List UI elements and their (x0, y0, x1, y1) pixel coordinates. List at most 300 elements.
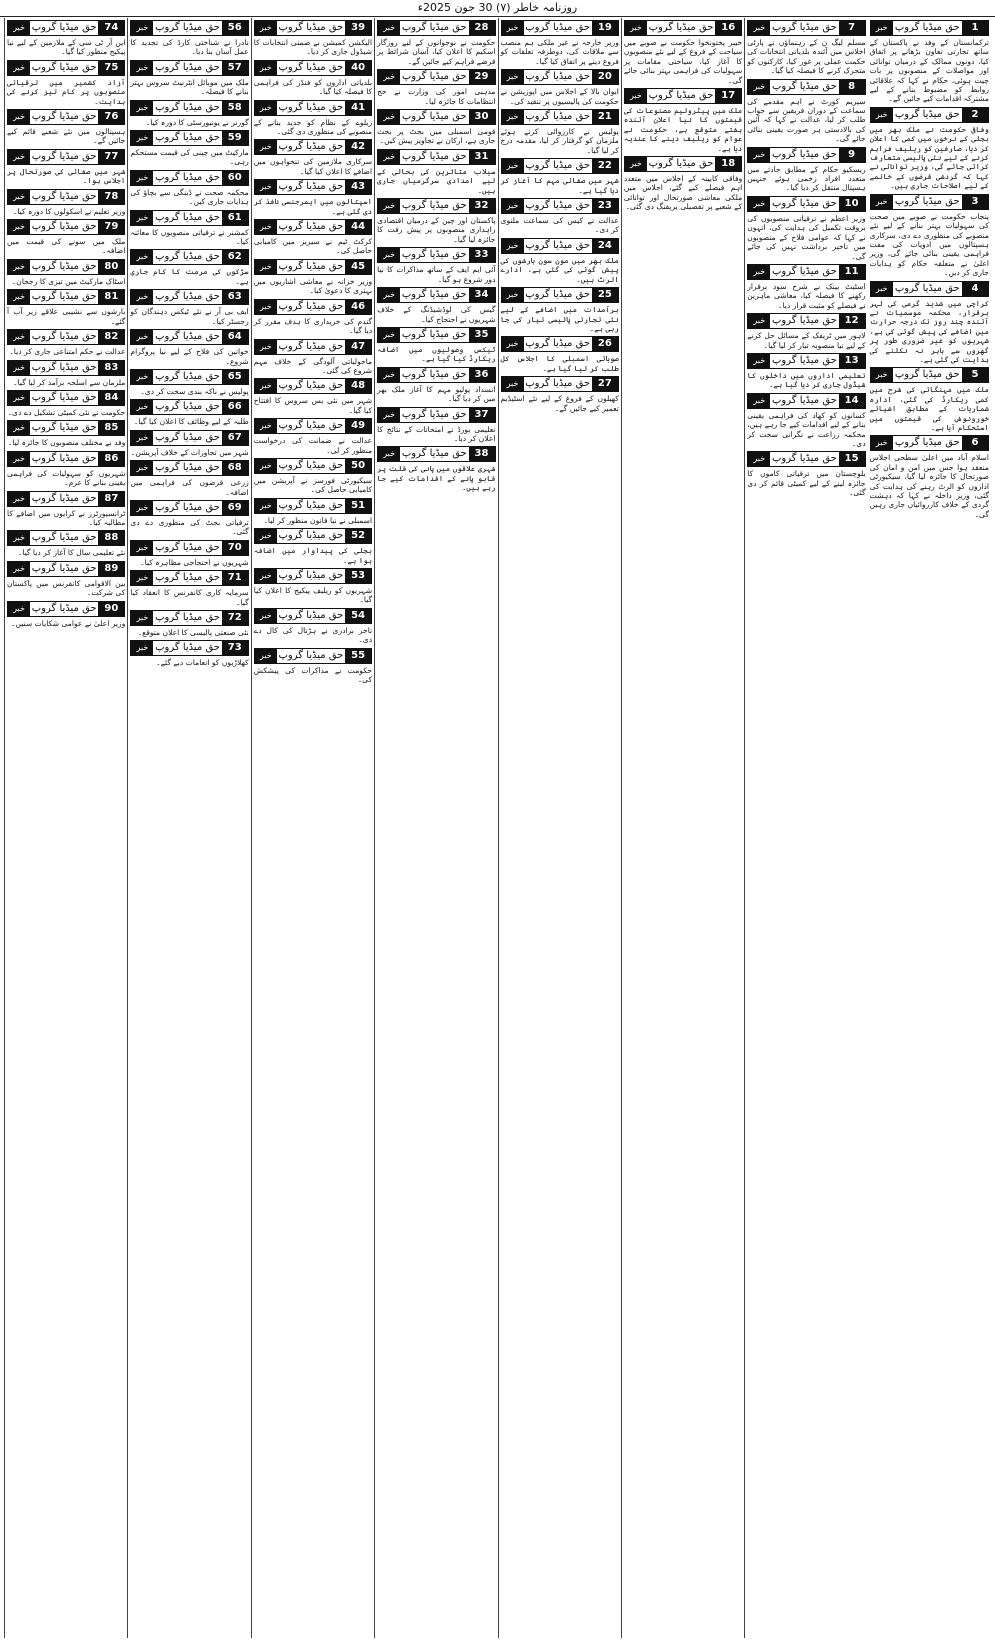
news-item (501, 336, 619, 373)
news-item (501, 198, 619, 235)
news-item-number: 36 (469, 368, 495, 382)
group-label: حق میڈیا گروپ (31, 361, 97, 373)
news-item-text: ملک میں سونے کی قیمت میں اضافہ۔ (7, 237, 126, 256)
group-label: حق میڈیا گروپ (894, 22, 960, 33)
news-item (7, 109, 125, 146)
news-item (870, 194, 989, 278)
news-item-header (747, 353, 865, 369)
news-item-header (130, 60, 248, 76)
group-label: حق میڈیا گروپ (894, 437, 960, 449)
news-item-header (501, 20, 619, 36)
news-item-header (501, 287, 619, 303)
group-label: حق میڈیا گروپ (401, 448, 467, 460)
news-item-header (501, 336, 619, 352)
news-item-number: 3 (962, 195, 988, 209)
group-label: حق میڈیا گروپ (401, 289, 467, 301)
group-label: حق میڈیا گروپ (401, 71, 467, 83)
news-badge: خبر (8, 421, 30, 435)
news-item-number: 79 (98, 220, 124, 234)
group-label: حق میڈیا گروپ (278, 260, 344, 272)
news-item-number: 15 (839, 452, 865, 466)
news-badge: خبر (131, 571, 153, 585)
news-badge: خبر (255, 499, 277, 513)
news-badge: خبر (8, 391, 30, 405)
news-badge: خبر (502, 21, 524, 35)
news-item-header (377, 287, 495, 303)
group-label: حق میڈیا گروپ (278, 141, 344, 153)
news-item-number: 18 (715, 157, 741, 171)
group-label: حق میڈیا گروپ (155, 501, 220, 513)
news-item-text: مسلم لیگ ن کے رہنماؤں نے پارٹی اجلاس میں آئندہ بلدیاتی انتخابات کی حکمت عملی پر غور کیا، کارکنوں کو متحرک کرنے کا فیصلہ کیا گیا۔ (747, 38, 866, 76)
news-item-text: عدالت نے ضمانت کی درخواست منظور کر لی۔ (253, 436, 373, 455)
news-item-text: ترقیاتی بجٹ کی منظوری دے دی گئی۔ (130, 517, 249, 537)
news-item-text: حکومت نے مذاکرات کی پیشکش کی۔ (253, 665, 373, 684)
news-item-header (377, 327, 495, 343)
news-badge: خبر (625, 157, 647, 171)
news-item (747, 196, 865, 261)
news-item (377, 20, 495, 66)
news-item (254, 219, 372, 256)
news-item-header (377, 149, 495, 165)
news-item (254, 458, 372, 495)
news-item-header (7, 20, 125, 36)
news-item-number: 78 (98, 190, 124, 204)
news-columns (4, 18, 991, 1638)
group-label: حق میڈیا گروپ (401, 150, 467, 162)
news-item-header (7, 109, 125, 125)
news-item-number: 28 (469, 21, 495, 35)
news-item-number: 85 (98, 421, 124, 435)
news-item (254, 648, 372, 685)
news-item-number: 10 (839, 197, 865, 211)
news-badge: خبر (871, 436, 893, 450)
group-label: حق میڈیا گروپ (31, 111, 97, 123)
news-item-header (254, 299, 372, 315)
news-item-text: وفد نے مختلف منصوبوں کا جائزہ لیا۔ (7, 438, 126, 448)
news-item (7, 149, 125, 186)
news-item (747, 313, 865, 350)
news-item-header (7, 360, 125, 376)
news-badge: خبر (131, 21, 153, 35)
news-item-number: 9 (839, 148, 865, 162)
news-item-number: 65 (222, 370, 248, 384)
news-item-number: 2 (962, 108, 988, 122)
news-item-header (130, 289, 248, 305)
news-item (7, 329, 125, 356)
news-badge: خبر (378, 408, 400, 422)
group-label: حق میڈیا گروپ (278, 649, 344, 661)
news-item-header (130, 130, 248, 146)
news-item (377, 446, 495, 492)
news-item-number: 82 (98, 330, 124, 344)
news-badge: خبر (8, 492, 30, 506)
news-item (254, 259, 372, 296)
news-badge: خبر (8, 562, 30, 576)
news-badge: خبر (378, 199, 400, 213)
news-badge: خبر (131, 101, 153, 115)
group-label: حق میڈیا گروپ (525, 289, 591, 301)
news-badge: خبر (378, 447, 400, 461)
news-item-header (7, 149, 125, 165)
group-label: حق میڈیا گروپ (155, 431, 220, 443)
news-item-header (130, 500, 248, 516)
news-item-header (130, 399, 248, 415)
news-item-header (501, 69, 619, 85)
news-item-header (624, 20, 742, 36)
news-badge: خبر (748, 452, 770, 466)
news-item-number: 49 (345, 419, 371, 433)
news-item-text: نادرا نے شناختی کارڈ کی تجدید کا عمل آسان بنا دیا۔ (130, 38, 249, 57)
news-item-number: 14 (839, 394, 865, 408)
news-badge: خبر (378, 70, 400, 84)
news-item (501, 158, 619, 195)
news-item (747, 20, 865, 76)
news-badge: خبر (748, 197, 770, 211)
news-column (127, 18, 250, 1638)
news-item (747, 353, 865, 390)
group-label: حق میڈیا گروپ (155, 61, 220, 73)
news-item-text: اسلام آباد میں اعلیٰ سطحی اجلاس منعقد ہوا جس میں امن و امان کی صورتحال کا جائزہ لیا گیا، سیکیورٹی اداروں کو الرٹ رہنے کی ہدایت کی گئی، وزیر داخلہ نے کہا کہ دہشت گردی کے خلاف کارروائیاں جاری رہیں گی۔ (869, 453, 989, 519)
news-item-text: الیکشن کمیشن نے ضمنی انتخابات کا شیڈول جاری کر دیا۔ (253, 38, 373, 57)
group-label: حق میڈیا گروپ (155, 251, 220, 263)
news-badge: خبر (502, 239, 524, 253)
news-item-number: 48 (345, 379, 371, 393)
news-item (254, 139, 372, 176)
news-badge: خبر (131, 541, 153, 555)
news-item-header (747, 147, 865, 163)
news-item-number: 12 (839, 314, 865, 328)
news-item-header (377, 446, 495, 462)
news-item-number: 76 (98, 110, 124, 124)
news-badge: خبر (131, 370, 153, 384)
news-badge: خبر (8, 602, 30, 616)
news-item (254, 608, 372, 645)
news-item-text: شہری علاقوں میں پانی کی قلت پر قابو پانے کے اقدامات کیے جا رہے ہیں۔ (377, 464, 496, 493)
news-item-number: 86 (98, 452, 124, 466)
news-item-number: 37 (469, 408, 495, 422)
news-item-text: عدالت نے کیس کی سماعت ملتوی کر دی۔ (500, 216, 619, 235)
news-item (377, 287, 495, 324)
news-item (377, 407, 495, 444)
news-badge: خبر (255, 140, 277, 154)
news-item-text: سرمایہ کاری کانفرنس کا انعقاد کیا گیا۔ (130, 588, 249, 607)
news-item-number: 75 (98, 61, 124, 75)
news-column (621, 18, 744, 1638)
group-label: حق میڈیا گروپ (31, 190, 97, 202)
news-item (377, 69, 495, 106)
group-label: حق میڈیا گروپ (155, 462, 220, 474)
news-item-text: آزاد کشمیر میں ترقیاتی منصوبوں پر کام تیز کرنے کی ہدایت۔ (7, 77, 126, 106)
news-item-header (130, 430, 248, 446)
news-badge: خبر (8, 330, 30, 344)
news-item-text: سیلاب متاثرین کی بحالی کے لیے امدادی سرگرمیاں جاری ہیں۔ (377, 166, 496, 195)
news-badge: خبر (871, 368, 893, 382)
news-column (4, 18, 127, 1638)
news-item-header (254, 100, 372, 116)
news-item-text: ریلوے کے نظام کو جدید بنانے کے منصوبے کی منظوری دی گئی۔ (253, 117, 373, 137)
group-label: حق میڈیا گروپ (401, 111, 467, 123)
news-item (130, 640, 248, 667)
news-item-text: تاجر برادری نے ہڑتال کی کال دے دی۔ (253, 625, 373, 645)
news-item (870, 107, 989, 191)
news-item (747, 79, 865, 144)
news-item-number: 83 (98, 361, 124, 375)
news-badge: خبر (131, 250, 153, 264)
news-item (130, 100, 248, 127)
news-badge: خبر (378, 21, 400, 35)
group-label: حق میڈیا گروپ (772, 453, 837, 465)
news-item (377, 109, 495, 146)
news-item-number: 66 (222, 400, 248, 414)
group-label: حق میڈیا گروپ (772, 265, 837, 277)
news-item-number: 35 (469, 328, 495, 342)
news-item-number: 13 (839, 354, 865, 368)
news-item (130, 249, 248, 286)
news-badge: خبر (871, 108, 893, 122)
news-item-number: 90 (98, 602, 124, 616)
news-badge: خبر (131, 461, 153, 475)
news-badge: خبر (748, 354, 770, 368)
news-item-text: کراچی میں شدید گرمی کی لہر برقرار، محکمہ موسمیات نے آئندہ چند روز تک درجہ حرارت میں اضافے کی پیش گوئی کی ہے، شہریوں کو غیر ضروری طور پر گھروں سے باہر نہ نکلنے کی ہدایت کی گئی ہے۔ (869, 298, 989, 364)
news-item-header (130, 329, 248, 345)
news-item-header (501, 198, 619, 214)
news-item (130, 540, 248, 567)
news-item-number: 89 (98, 562, 124, 576)
group-label: حق میڈیا گروپ (278, 499, 344, 511)
news-item-number: 60 (222, 171, 248, 185)
group-label: حق میڈیا گروپ (155, 101, 220, 113)
news-item (130, 20, 248, 57)
news-item-number: 11 (839, 265, 865, 279)
group-label: حق میڈیا گروپ (401, 249, 467, 261)
news-item-number: 33 (469, 248, 495, 262)
news-item-header (254, 139, 372, 155)
news-item-header (870, 194, 989, 210)
news-badge: خبر (625, 21, 647, 35)
group-label: حق میڈیا گروپ (278, 221, 344, 233)
news-item-number: 63 (222, 290, 248, 304)
news-item-number: 77 (98, 150, 124, 164)
news-badge: خبر (255, 569, 277, 583)
group-label: حق میڈیا گروپ (31, 61, 97, 73)
news-badge: خبر (502, 159, 524, 173)
news-item-text: کھیلوں کے فروغ کے لیے نئے اسٹیڈیم تعمیر کیے جائیں گے۔ (500, 394, 619, 413)
news-item-text: وزیر خارجہ نے غیر ملکی ہم منصب سے ملاقات کی، دوطرفہ تعلقات کو فروغ دینے پر اتفاق کیا گیا۔ (500, 38, 619, 66)
group-label: حق میڈیا گروپ (278, 609, 344, 621)
group-label: حق میڈیا گروپ (278, 300, 344, 312)
news-item (501, 287, 619, 333)
news-item-text: سپریم کورٹ نے اہم مقدمے کی سماعت کے دوران فریقین سے جواب طلب کر لیا، عدالت نے کہا کہ آئین کی بالادستی ہر صورت یقینی بنائی جائے گی۔ (747, 96, 866, 144)
group-label: حق میڈیا گروپ (155, 611, 220, 623)
news-item-text: زرعی قرضوں کی فراہمی میں اضافہ۔ (130, 478, 249, 497)
news-item-text: مذہبی امور کی وزارت نے حج انتظامات کا جائزہ لیا۔ (377, 87, 496, 106)
news-item-number: 74 (98, 21, 124, 35)
news-item-text: لاہور میں ٹریفک کے مسائل حل کرنے کے لیے نیا منصوبہ تیار کر لیا گیا۔ (747, 331, 866, 350)
news-item (747, 451, 865, 497)
group-label: حق میڈیا گروپ (155, 370, 220, 382)
group-label: حق میڈیا گروپ (155, 132, 220, 144)
news-badge: خبر (871, 21, 893, 35)
news-item (130, 60, 248, 97)
news-badge: خبر (8, 190, 30, 204)
news-item-text: کسانوں کو کھاد کی فراہمی یقینی بنانے کے لیے اقدامات کیے جا رہے ہیں، محکمہ زراعت نے نگرانی سخت کر دی۔ (747, 410, 866, 448)
news-badge: خبر (8, 361, 30, 375)
news-item-header (7, 451, 125, 467)
news-item-text: ملک میں مہنگائی کی شرح میں کمی ریکارڈ کی گئی، ادارہ شماریات کے مطابق اشیائے خورونوش کی قیمتوں میں استحکام آیا ہے۔ (869, 385, 989, 432)
news-item-number: 17 (715, 89, 741, 103)
news-item-header (747, 451, 865, 467)
news-item-number: 47 (345, 340, 371, 354)
news-item-header (870, 435, 989, 451)
group-label: حق میڈیا گروپ (31, 562, 97, 574)
group-label: حق میڈیا گروپ (648, 158, 714, 170)
news-item-number: 24 (592, 239, 618, 253)
news-item-header (130, 210, 248, 226)
news-item-number: 20 (592, 70, 618, 84)
group-label: حق میڈیا گروپ (772, 148, 837, 160)
group-label: حق میڈیا گروپ (155, 171, 220, 183)
news-badge: خبر (131, 400, 153, 414)
news-badge: خبر (131, 431, 153, 445)
group-label: حق میڈیا گروپ (894, 282, 960, 294)
news-item-number: 21 (592, 110, 618, 124)
news-item (7, 491, 125, 528)
news-item-text: ملک میں پیٹرولیم مصنوعات کی قیمتوں کا نیا اعلان آئندہ ہفتے متوقع ہے، حکومت نے عوام کو ریلیف دینے کا عندیہ دیا ہے۔ (623, 106, 743, 153)
news-badge: خبر (255, 609, 277, 623)
news-badge: خبر (255, 101, 277, 115)
news-badge: خبر (255, 340, 277, 354)
news-item-text: گندم کی خریداری کا ہدف مقرر کر دیا گیا۔ (253, 316, 373, 336)
news-item-header (870, 20, 989, 36)
news-item-header (254, 498, 372, 514)
news-item-text: حکومت نے نئی کمیٹی تشکیل دے دی۔ (7, 407, 126, 417)
news-item-header (7, 329, 125, 345)
news-item (130, 170, 248, 207)
news-item (254, 528, 372, 565)
news-item-header (7, 259, 125, 275)
news-item (130, 460, 248, 497)
news-item-header (501, 109, 619, 125)
news-item-number: 5 (962, 368, 988, 382)
news-item-header (501, 376, 619, 392)
group-label: حق میڈیا گروپ (401, 22, 467, 33)
group-label: حق میڈیا گروپ (772, 80, 837, 92)
group-label: حق میڈیا گروپ (31, 221, 97, 233)
group-label: حق میڈیا گروپ (525, 239, 591, 251)
news-item-header (254, 378, 372, 394)
group-label: حق میڈیا گروپ (278, 569, 344, 581)
group-label: حق میڈیا گروپ (772, 197, 837, 209)
news-item-text: خیبر پختونخوا حکومت نے صوبے میں سیاحت کے فروغ کے لیے نئے منصوبوں کا آغاز کیا، سیاحتی مقامات پر سہولیات کی فراہمی بہتر بنائی جائے گی۔ (623, 38, 743, 85)
news-item (747, 393, 865, 449)
news-item (130, 329, 248, 366)
news-item (7, 189, 125, 216)
news-item-header (254, 339, 372, 355)
news-badge: خبر (502, 110, 524, 124)
news-item-header (130, 249, 248, 265)
news-item (7, 289, 125, 326)
news-column (374, 18, 497, 1638)
news-badge: خبر (378, 150, 400, 164)
news-item-number: 40 (345, 61, 371, 75)
news-badge: خبر (255, 260, 277, 274)
news-item (377, 367, 495, 404)
news-item-text: ریسکیو حکام کے مطابق حادثے میں متعدد افراد زخمی ہوئے جنہیں ہسپتال منتقل کر دیا گیا۔ (747, 164, 866, 193)
news-item-header (7, 189, 125, 205)
news-item-number: 22 (592, 159, 618, 173)
page-header-line: روزنامہ خاطر (۷) 30 جون 2025ء (0, 0, 995, 17)
news-item-text: مارکیٹ میں چینی کی قیمت مستحکم رہی۔ (130, 148, 249, 167)
group-label: حق میڈیا گروپ (31, 291, 97, 303)
news-item-text: تعلیمی اداروں میں داخلوں کا شیڈول جاری کر دیا گیا ہے۔ (747, 370, 866, 390)
news-item-header (747, 20, 865, 36)
news-item (7, 530, 125, 557)
news-item-header (130, 460, 248, 476)
news-item (377, 149, 495, 195)
news-item-text: بارشوں سے نشیبی علاقے زیر آب آ گئے۔ (7, 307, 126, 326)
news-badge: خبر (378, 248, 400, 262)
group-label: حق میڈیا گروپ (525, 22, 591, 33)
news-item-number: 57 (222, 61, 248, 75)
news-badge: خبر (255, 419, 277, 433)
group-label: حق میڈیا گروپ (31, 602, 97, 614)
news-badge: خبر (131, 501, 153, 515)
news-item (130, 369, 248, 396)
news-item-text: تعلیمی بورڈ نے امتحانات کے نتائج کا اعلان کر دیا۔ (377, 424, 496, 443)
news-item (870, 435, 989, 519)
news-item (501, 20, 619, 66)
news-item-text: آئی ایم ایف کے ساتھ مذاکرات کا نیا دور شروع ہو گیا۔ (377, 265, 496, 284)
news-badge: خبر (131, 131, 153, 145)
news-item (254, 498, 372, 525)
news-item-text: عدالت نے حکم امتناعی جاری کر دیا۔ (9, 347, 126, 357)
news-item-text: بجلی کی پیداوار میں اضافہ ہوا ہے۔ (253, 546, 373, 565)
news-item (7, 561, 125, 598)
news-item-header (130, 640, 248, 656)
news-item (254, 179, 372, 216)
news-badge: خبر (8, 110, 30, 124)
group-label: حق میڈیا گروپ (525, 200, 591, 212)
news-item-header (7, 561, 125, 577)
news-item-number: 56 (222, 21, 248, 35)
news-item-text: نئے تعلیمی سال کا آغاز کر دیا گیا۔ (17, 548, 126, 558)
group-label: حق میڈیا گروپ (31, 391, 97, 403)
news-badge: خبر (131, 290, 153, 304)
news-item-number: 27 (592, 377, 618, 391)
news-item-number: 62 (222, 250, 248, 264)
group-label: حق میڈیا گروپ (401, 200, 467, 212)
news-item-header (130, 20, 248, 36)
news-item-header (747, 264, 865, 280)
news-item (870, 20, 989, 104)
news-badge: خبر (502, 337, 524, 351)
news-item-text: ملک میں موبائل انٹرنیٹ سروس بہتر بنانے کا فیصلہ۔ (130, 77, 249, 97)
news-item (254, 378, 372, 415)
news-badge: خبر (748, 80, 770, 94)
group-label: حق میڈیا گروپ (155, 642, 220, 654)
news-item-text: صوبائی اسمبلی کا اجلاس کل طلب کر لیا گیا ہے۔ (500, 354, 619, 373)
news-item-text: بین الاقوامی کانفرنس میں پاکستان کی شرکت۔ (7, 578, 126, 598)
news-item-header (377, 247, 495, 263)
news-badge: خبر (255, 61, 277, 75)
news-badge: خبر (871, 195, 893, 209)
news-item-number: 72 (222, 611, 248, 625)
news-badge: خبر (502, 70, 524, 84)
news-item-header (7, 60, 125, 76)
group-label: حق میڈیا گروپ (31, 150, 97, 162)
news-item-header (377, 20, 495, 36)
news-item-text: حکومت نے نوجوانوں کے لیے روزگار اسکیم کا اعلان کیا، آسان شرائط پر قرضے فراہم کیے جائیں گے۔ (377, 38, 496, 66)
